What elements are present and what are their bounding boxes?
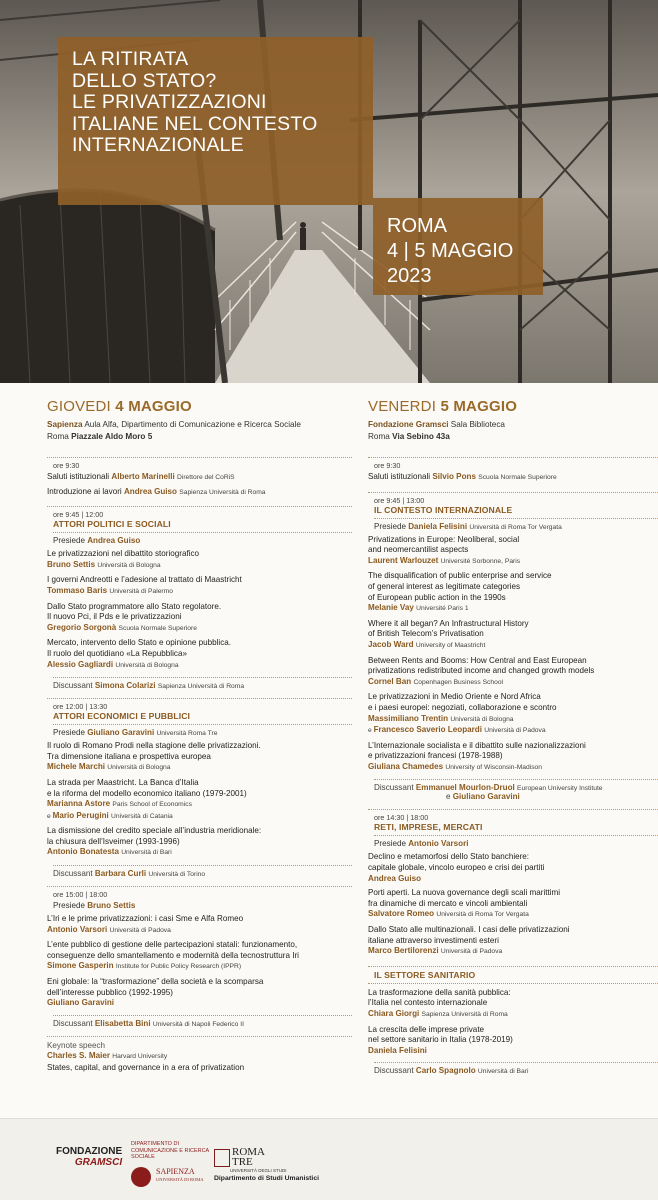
day2-venue: Fondazione Gramsci Sala Biblioteca Roma Via Sebino 43a bbox=[368, 420, 505, 441]
talk: Between Rents and Booms: How Central and East European privatizations redistributed income and changed growth models Cornel Ban Copenhagen Business School bbox=[368, 655, 595, 686]
chair: Presiede Bruno Settis bbox=[53, 901, 136, 911]
chair: Presiede Giuliano Garavini Università Roma Tre bbox=[53, 728, 218, 738]
day1-column bbox=[47, 398, 352, 1074]
list-item: Introduzione ai lavori Andrea Guiso Sapienza Università di Roma bbox=[47, 486, 266, 496]
session-title: IL SETTORE SANITARIO bbox=[374, 969, 476, 980]
talk: Dallo Stato programmatore allo Stato regolatore. Il nuovo Pci, il Pds e le privatizzazioni Gregorio Sorgonà Scuola Normale Superiore bbox=[47, 601, 222, 632]
title-line: ITALIANE NEL CONTESTO bbox=[72, 112, 318, 135]
talk: Dallo Stato alle multinazionali. I casi delle privatizzazioni italiane attraverso investimenti esteri Marco Bertilorenzi Università di Padova bbox=[368, 925, 570, 956]
roma-tre-subtitle: UNIVERSITÀ DEGLI STUDI bbox=[230, 1168, 287, 1173]
session-time: ore 9:30 bbox=[374, 461, 401, 470]
session-time: ore 14:30 | 18:00 bbox=[374, 813, 429, 823]
talk: Le privatizzazioni nel dibattito storiografico Bruno Settis Università di Bologna bbox=[47, 549, 200, 569]
year: 2023 bbox=[387, 265, 432, 287]
department-logo: DIPARTIMENTO DI COMUNICAZIONE E RICERCA SOCIALE bbox=[131, 1141, 209, 1160]
chair: Presiede Daniela Felisini Università di Roma Tor Vergata bbox=[374, 521, 562, 531]
day2-column bbox=[368, 398, 658, 1075]
roma-tre-department: Dipartimento di Studi Umanistici bbox=[214, 1175, 319, 1182]
talk: La crescita delle imprese private nel settore sanitario in Italia (1978-2019) Daniela Felisini bbox=[368, 1024, 513, 1055]
discussant: Discussant Simona Colarizi Sapienza Università di Roma bbox=[53, 681, 245, 691]
session-title: ATTORI POLITICI E SOCIALI bbox=[53, 519, 171, 530]
title-line: LA RITIRATA bbox=[72, 48, 189, 70]
chair: Presiede Andrea Guiso bbox=[53, 536, 141, 546]
date-banner bbox=[373, 198, 543, 295]
session-time: ore 9:45 | 12:00 bbox=[53, 510, 104, 520]
title-line: INTERNAZIONALE bbox=[72, 134, 244, 156]
sapienza-logo: SAPIENZA UNIVERSITÀ DI ROMA bbox=[156, 1167, 204, 1182]
title-banner bbox=[58, 37, 373, 205]
roma-tre-emblem-icon bbox=[214, 1149, 230, 1167]
list-item: Saluti istituzionali Alberto Marinelli Direttore del CoRiS bbox=[47, 472, 235, 481]
dates: 4 | 5 MAGGIO bbox=[387, 240, 514, 262]
hero-photo bbox=[0, 0, 658, 383]
day2-heading: VENERDI 5 MAGGIO bbox=[368, 398, 518, 415]
keynote: Keynote speech Charles S. Maier Harvard University States, capital, and governance in a era of privatization bbox=[47, 1040, 245, 1072]
session-title: RETI, IMPRESE, MERCATI bbox=[374, 822, 483, 833]
chair: Presiede Antonio Varsori bbox=[374, 839, 469, 849]
talk: La strada per Maastricht. La Banca d’Italia e la riforma del modello economico italiano (1979-2001) Marianna Astore Paris School of Economics e Mario Perugini Università di Catania bbox=[47, 777, 247, 820]
talk: Privatizations in Europe: Neoliberal, social and neomercantilist aspects Laurent Warlouzet Université Sorbonne, Paris bbox=[368, 534, 521, 565]
talk: Declino e metamorfosi dello Stato banchiere: capitale globale, vincolo europeo e crisi dei partiti Andrea Guiso bbox=[368, 852, 545, 883]
list-item: Saluti istituzionali Silvio Pons Scuola Normale Superiore bbox=[368, 472, 557, 481]
city: ROMA bbox=[387, 215, 447, 237]
talk: I governi Andreotti e l’adesione al trattato di Maastricht Tommaso Baris Università di Palermo bbox=[47, 575, 242, 595]
fondazione-gramsci-logo: FONDAZIONE GRAMSCI bbox=[56, 1146, 123, 1168]
talk: L’Internazionale socialista e il dibattito sulle nazionalizzazioni e privatizzazioni francesi (1978-1988) Giuliana Chamedes University of Wisconsin-Madison bbox=[368, 740, 586, 771]
session-time: ore 15:00 | 18:00 bbox=[53, 890, 108, 900]
talk: Where it all began? An Infrastructural History of British Telecom’s Privatisation Jacob Ward University of Maastricht bbox=[368, 618, 529, 649]
talk: Porti aperti. La nuova governance degli scali marittimi fra dinamiche di mercato e vincoli ambientali Salvatore Romeo Università di Roma Tor Vergata bbox=[368, 888, 561, 919]
title-line: DELLO STATO? bbox=[72, 69, 217, 92]
talk: L’Iri e le prime privatizzazioni: i casi Sme e Alfa Romeo Antonio Varsori Università di Padova bbox=[47, 914, 244, 934]
discussant: Discussant Carlo Spagnolo Università di Bari bbox=[374, 1066, 529, 1076]
discussant: Discussant Barbara Curli Università di Torino bbox=[53, 869, 206, 879]
session-title: ATTORI ECONOMICI E PUBBLICI bbox=[53, 711, 191, 722]
talk: Mercato, intervento dello Stato e opinione pubblica. Il ruolo del quotidiano «La Repubblica» Alessio Gagliardi Università di Bologna bbox=[47, 638, 232, 669]
talk: La dismissione del credito speciale all’industria meridionale: la chiusura dell’Isveimer (1993-1996) Antonio Bonatesta Università di Bari bbox=[47, 826, 262, 857]
day1-venue: Sapienza Aula Alfa, Dipartimento di Comunicazione e Ricerca Sociale Roma Piazzale Aldo Moro 5 bbox=[47, 420, 301, 441]
discussant: Discussant Emmanuel Mourlon-Druol European University Institute e Giuliano Garavini bbox=[374, 783, 603, 802]
sapienza-seal-icon bbox=[131, 1167, 151, 1187]
title-line: LE PRIVATIZZAZIONI bbox=[72, 91, 267, 113]
session-title: IL CONTESTO INTERNAZIONALE bbox=[374, 504, 513, 515]
talk: The disqualification of public enterprise and service of general interest as legitimate categories of European public action in the 1990s Melanie Vay Université Paris 1 bbox=[368, 571, 552, 613]
talk: Il ruolo di Romano Prodi nella stagione delle privatizzazioni. Tra dimensione italiana e prospettiva europea Michele Marchi Università di Bologna bbox=[47, 741, 261, 772]
discussant: Discussant Elisabetta Bini Università di Napoli Federico II bbox=[53, 1018, 244, 1028]
talk: Le privatizzazioni in Medio Oriente e Nord Africa e i paesi europei: negoziati, collaborazione e scontro Massimiliano Trentin Università di Bologna e Francesco Saverio Leopardi Università di Padova bbox=[368, 692, 557, 735]
session-time: ore 9:30 bbox=[53, 461, 80, 470]
talk: Eni globale: la “trasformazione” della società e la scomparsa dell’interesse pubblico (1992-1995) Giuliano Garavini bbox=[47, 977, 264, 1008]
talk: La trasformazione della sanità pubblica: l’Italia nel contesto internazionale Chiara Giorgi Sapienza Università di Roma bbox=[368, 987, 511, 1018]
session-time: ore 9:45 | 13:00 bbox=[374, 495, 425, 505]
session-time: ore 12:00 | 13:30 bbox=[53, 702, 108, 712]
sponsor-footer bbox=[0, 1118, 658, 1200]
day1-heading: GIOVEDI 4 MAGGIO bbox=[47, 398, 192, 415]
talk: L’ente pubblico di gestione delle partecipazioni statali: funzionamento, conseguenze dello smantellamento e modernità della tecnostruttura Iri Simone Gasperin Institute for Public Policy Research (IPPR) bbox=[47, 940, 299, 971]
roma-tre-logo: ROMA TRE bbox=[232, 1146, 266, 1168]
